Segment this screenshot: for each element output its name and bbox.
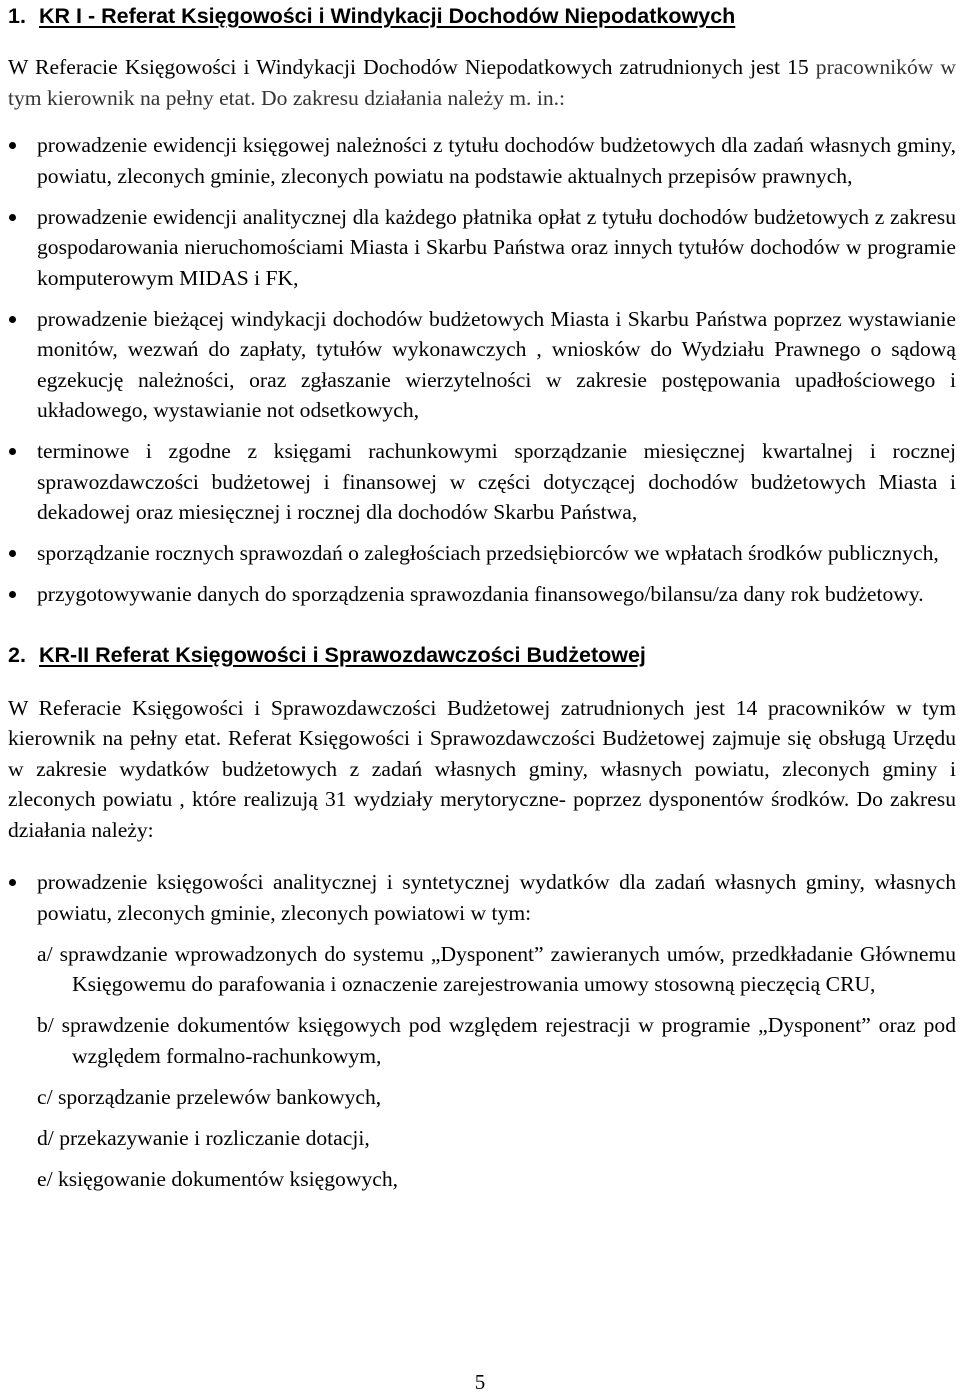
sub-list-item: c/ sporządzanie przelewów bankowych,	[37, 1084, 382, 1109]
list-item-text: prowadzenie ewidencji księgowej należności z tytułu dochodów budżetowych dla zadań własnych gminy, powiatu, zleconych gminie, zleconych powiatu na podstawie aktualnych przepisów prawnych,	[37, 133, 956, 188]
list-item	[8, 579, 956, 610]
section-1-intro	[8, 52, 956, 113]
sub-list-item: d/ przekazywanie i rozliczanie dotacji,	[37, 1125, 370, 1150]
section-2-duties-list	[8, 867, 956, 928]
list-item	[8, 538, 956, 569]
bullet-icon	[9, 879, 16, 886]
list-item-text: sporządzanie rocznych sprawozdań o zaległościach przedsiębiorców we wpłatach środków publicznych,	[37, 541, 939, 565]
sub-list-item: e/ księgowanie dokumentów księgowych,	[37, 1166, 399, 1191]
list-item	[8, 130, 956, 191]
bullet-icon	[9, 214, 16, 221]
bullet-icon	[9, 448, 16, 455]
list-item	[8, 867, 956, 928]
section-1-duties-list	[8, 130, 956, 610]
list-item-text: terminowe i zgodne z księgami rachunkowymi sporządzanie miesięcznej kwartalnej i rocznej sprawozdawczości budżetowej i finansowej w części dotyczącej dochodów budżetowych Miasta i dekadowej oraz miesięcznej i rocznej dla dochodów Skarbu Państwa,	[37, 439, 956, 524]
list-item	[8, 304, 956, 426]
section-2-title: KR-II Referat Księgowości i Sprawozdawczości Budżetowej	[39, 642, 646, 667]
section-2-subitems-list	[8, 939, 956, 1195]
section-2-intro: W Referacie Księgowości i Sprawozdawczości Budżetowej zatrudnionych jest 14 pracowników w tym kierownik na pełny etat. Referat Księgowości i Sprawozdawczości Budżetowej zajmuje się obsługą Urzędu w zakresie wydatków budżetowych z zadań własnych gminy, własnych powiatu, zleconych gminy i zleconych powiatu , które realizują 31 wydziały merytoryczne- poprzez dysponentów środków. Do zakresu działania należy:	[8, 695, 956, 842]
list-item-text: prowadzenie bieżącej windykacji dochodów budżetowych Miasta i Skarbu Państwa poprzez wystawianie monitów, wezwań do zapłaty, tytułów wykonawczych , wniosków do Wydziału Prawnego o sądową egzekucję należności, oraz zgłaszanie wierzytelności w zakresie postępowania upadłościowego i układowego, wystawianie not odsetkowych,	[37, 306, 956, 422]
page-number: 5	[474, 1370, 486, 1394]
section-1-intro-rest: pracowników w tym kierownik na pełny etat. Do zakresu działania należy m. in.:	[8, 55, 956, 110]
bullet-icon	[9, 550, 16, 557]
section-1-number: 1.	[8, 4, 26, 28]
bullet-icon	[9, 142, 16, 149]
sub-list-item: b/ sprawdzenie dokumentów księgowych pod względem rejestracji w programie „Dysponent” oraz pod względem formalno-rachunkowym,	[37, 1013, 956, 1068]
section-1-intro-lead: W Referacie Księgowości i Windykacji Dochodów Niepodatkowych zatrudnionych jest 15	[8, 55, 809, 79]
section-2-heading	[8, 642, 956, 668]
section-1-title: KR I - Referat Księgowości i Windykacji Dochodów Niepodatkowych	[39, 4, 736, 28]
list-item	[8, 202, 956, 294]
list-item-text: przygotowywanie danych do sporządzenia sprawozdania finansowego/bilansu/za dany rok budżetowy.	[37, 582, 924, 606]
list-item	[8, 436, 956, 528]
bullet-icon	[9, 316, 16, 323]
sub-list-item: a/ sprawdzanie wprowadzonych do systemu „Dysponent” zawieranych umów, przedkładanie Głównemu Księgowemu do parafowania i oznaczenie zarejestrowania umowy stosowną pieczęcią CRU,	[37, 941, 956, 996]
section-2-number: 2.	[8, 642, 26, 667]
bullet-icon	[9, 591, 16, 598]
section-1-heading	[8, 3, 956, 29]
list-item-text: prowadzenie ewidencji analitycznej dla każdego płatnika opłat z tytułu dochodów budżetowych z zakresu gospodarowania nieruchomościami Miasta i Skarbu Państwa oraz innych tytułów dochodów w programie komputerowym MIDAS i FK,	[37, 204, 956, 290]
list-item-text: prowadzenie księgowości analitycznej i syntetycznej wydatków dla zadań własnych gminy, własnych powiatu, zleconych gminie, zleconych powiatowi w tym:	[37, 870, 956, 925]
